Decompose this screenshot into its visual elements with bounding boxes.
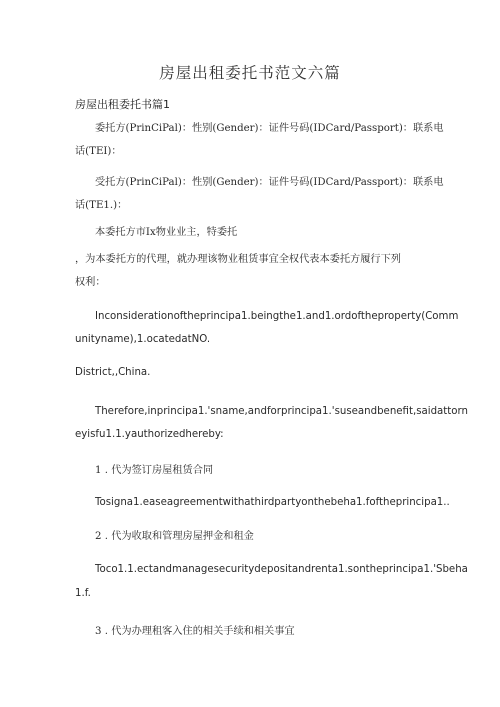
- list-item-2-english-line-2: 1.f.: [75, 588, 91, 599]
- list-item-1: 1 . 代为签订房屋租赁合同: [95, 465, 214, 476]
- section-heading: 房屋出租委托书篇1: [75, 98, 170, 111]
- english-consideration-line-1: Inconsiderationoftheprincipa1.beingthe1.and1.ordoftheproperty(Comm: [95, 311, 459, 322]
- principal-line-1: 委托方(PrinCiPal)：性别(Gender)：证件号码(IDCard/Passport)：联系电: [95, 123, 444, 134]
- list-item-3: 3 . 代为办理租客入住的相关手续和相关事宜: [95, 626, 295, 637]
- agency-line-1: ，为本委托方的代理，就办理该物业租赁事宜全权代表本委托方履行下列: [75, 254, 401, 265]
- english-consideration-line-2: unityname),1.ocatedatNO.: [75, 334, 211, 345]
- owner-paragraph: 本委托方市Ix物业业主，特委托: [95, 227, 238, 238]
- english-therefore-line-2: eyisfu1.1.yauthorizedhereby:: [75, 429, 224, 440]
- english-district-line: District,,China.: [75, 367, 151, 378]
- english-therefore-line-1: Therefore,inprincipa1.'sname,andforprincipa1.'suseandbenefit,saidattorn: [95, 406, 468, 417]
- agent-line-1: 受托方(PrinCiPal)：性别(Gender)：证件号码(IDCard/Passport)：联系电: [95, 177, 444, 188]
- agent-line-2: 话(TE1.)：: [75, 200, 128, 211]
- agency-line-2: 权利：: [75, 277, 106, 288]
- principal-line-2: 话(TEI)：: [75, 146, 122, 157]
- list-item-2-english-line-1: Toco1.1.ectandmanagesecuritydepositandrenta1.sontheprincipa1.'Sbeha: [95, 564, 468, 575]
- list-item-1-english: Tosigna1.easeagreementwithathirdpartyonthebeha1.foftheprincipa1..: [95, 497, 450, 508]
- list-item-2: 2 . 代为收取和管理房屋押金和租金: [95, 531, 254, 542]
- document-title: 房屋出租委托书范文六篇: [159, 64, 341, 82]
